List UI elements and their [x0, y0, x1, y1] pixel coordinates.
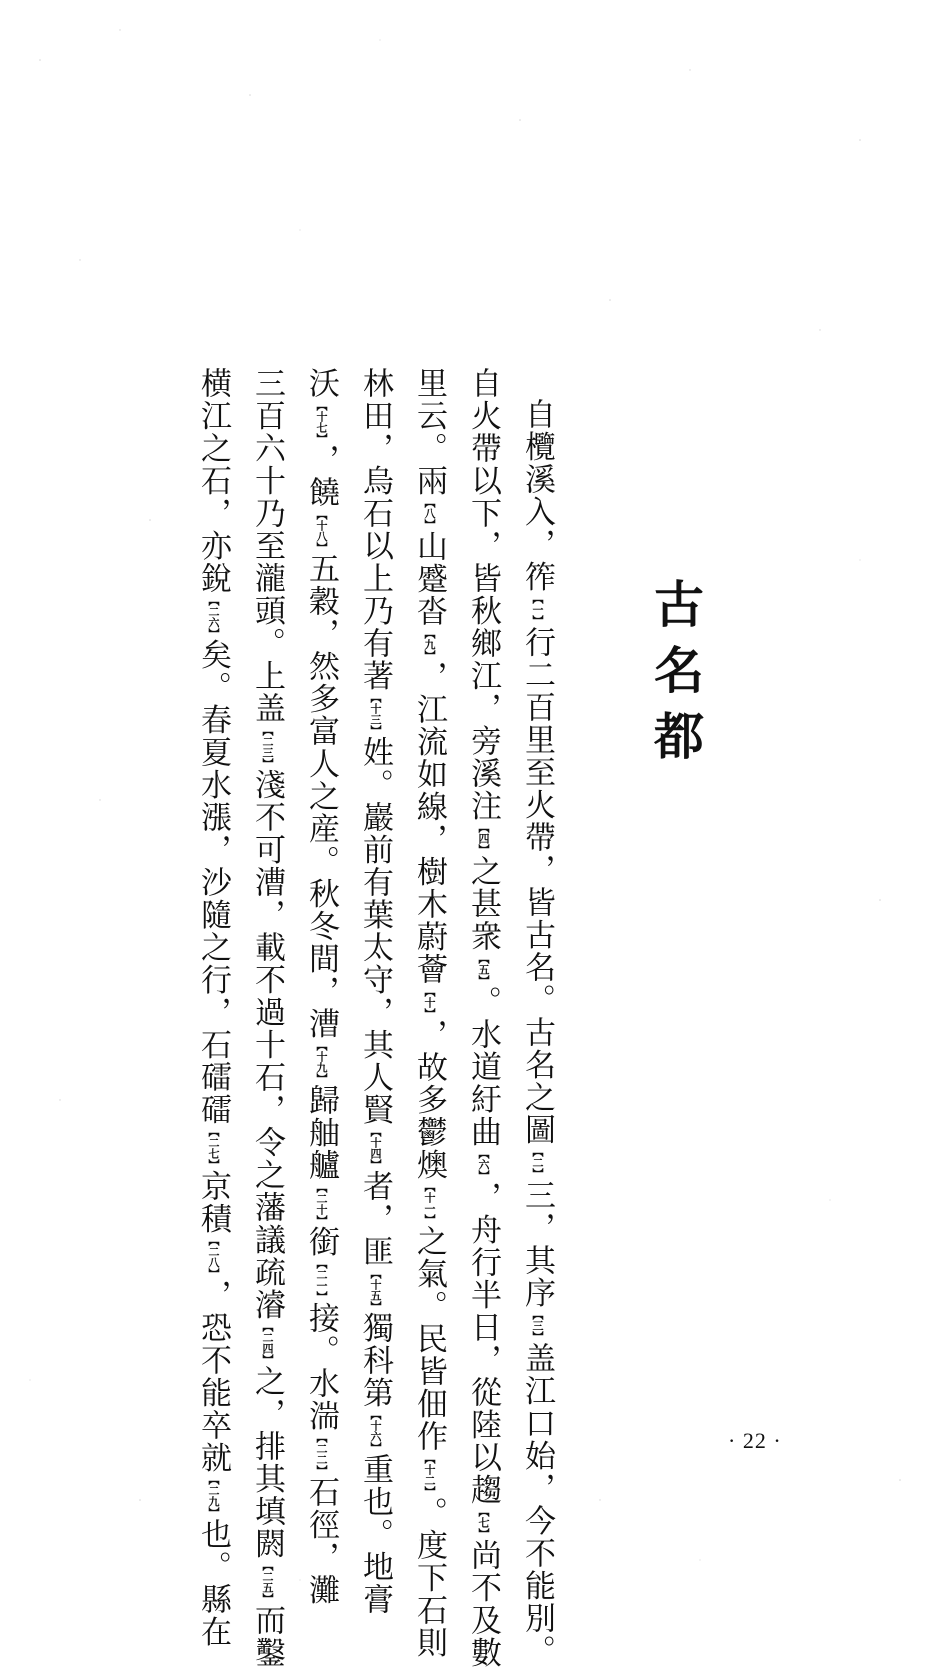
text-column-4: 林田，烏石以上乃有著【十三】姓。巖前有葉太守，其人賢【十四】者，匪【十五】獨科第【十六】重也。地膏 [352, 367, 398, 1427]
text-column-7: 横江之石，亦銳【二六】矣。春夏水漲，沙隨之行，石礌礌【二七】京積【二八】，恐不能卒就【二九】也。縣在 [190, 367, 236, 1427]
footnote-marker: 【二八】 [207, 1235, 220, 1279]
footnote-marker: 【十六】 [369, 1409, 382, 1453]
text-column-3: 里云。兩【八】山蹙沓【九】，江流如線，樹木蔚薈【十】，故多鬱燠【十一】之氣。民皆佃作【十二】。度下石則 [406, 367, 452, 1427]
footnote-marker: 【十九】 [315, 1040, 328, 1084]
footnote-marker: 【十三】 [369, 692, 382, 736]
footnote-marker: 【四】 [477, 822, 490, 855]
footnote-marker: 【十二】 [423, 1452, 436, 1497]
footnote-marker: 【二十】 [315, 1181, 328, 1226]
footnote-marker: 【十】 [423, 985, 436, 1019]
body-text [190, 367, 560, 1669]
text-column-2: 自火帶以下，皆秋鄉江，旁溪注【四】之甚衆【五】。水道紆曲【六】，舟行半日，從陸以趨【七】尚不及數 [460, 367, 506, 1427]
text-column-5: 沃【十七】，饒【十八】五穀，然多富人之産。秋冬間，漕【十九】歸舳艫【二十】銜【二一】接。水湍【二二】石徑，灘 [298, 367, 344, 1427]
page-number: · 22 · [728, 1428, 782, 1453]
footnote-marker: 【二一】 [315, 1258, 328, 1302]
footnote-marker: 【二二】 [315, 1432, 328, 1476]
footnote-marker: 【十五】 [369, 1267, 382, 1312]
chapter-title: 古名都 [646, 578, 705, 776]
footnote-marker: 【十四】 [369, 1126, 382, 1170]
footnote-marker: 【二七】 [207, 1126, 220, 1170]
footnote-marker: 【十一】 [423, 1181, 436, 1225]
footnote-marker: 【二六】 [207, 594, 220, 639]
footnote-marker: 【二】 [531, 1146, 544, 1179]
footnote-marker: 【七】 [477, 1506, 490, 1539]
footnote-marker: 【十七】 [315, 399, 328, 444]
footnote-marker: 【二五】 [261, 1560, 274, 1604]
footnote-marker: 【二四】 [261, 1321, 274, 1365]
footnote-marker: 【六】 [477, 1148, 490, 1181]
footnote-marker: 【五】 [477, 952, 490, 986]
footnote-marker: 【一】 [531, 593, 544, 626]
footnote-marker: 【二三】 [261, 724, 274, 769]
footnote-marker: 【八】 [423, 497, 436, 530]
text-column-1: 自欖溪入，筰【一】行二百里至火帶，皆古名。古名之圖【二】三，其序【三】盖江口始，今不能別。 [514, 398, 560, 1458]
footnote-marker: 【十八】 [315, 508, 328, 553]
text-column-6: 三百六十乃至瀧頭。上盖【二三】淺不可漕，載不過十石，令之藩議疏濬【二四】之，排其填閼【二五】而鑿 [244, 367, 290, 1427]
footnote-marker: 【九】 [423, 627, 436, 661]
footnote-marker: 【三】 [531, 1309, 544, 1342]
footnote-marker: 【二九】 [207, 1474, 220, 1518]
